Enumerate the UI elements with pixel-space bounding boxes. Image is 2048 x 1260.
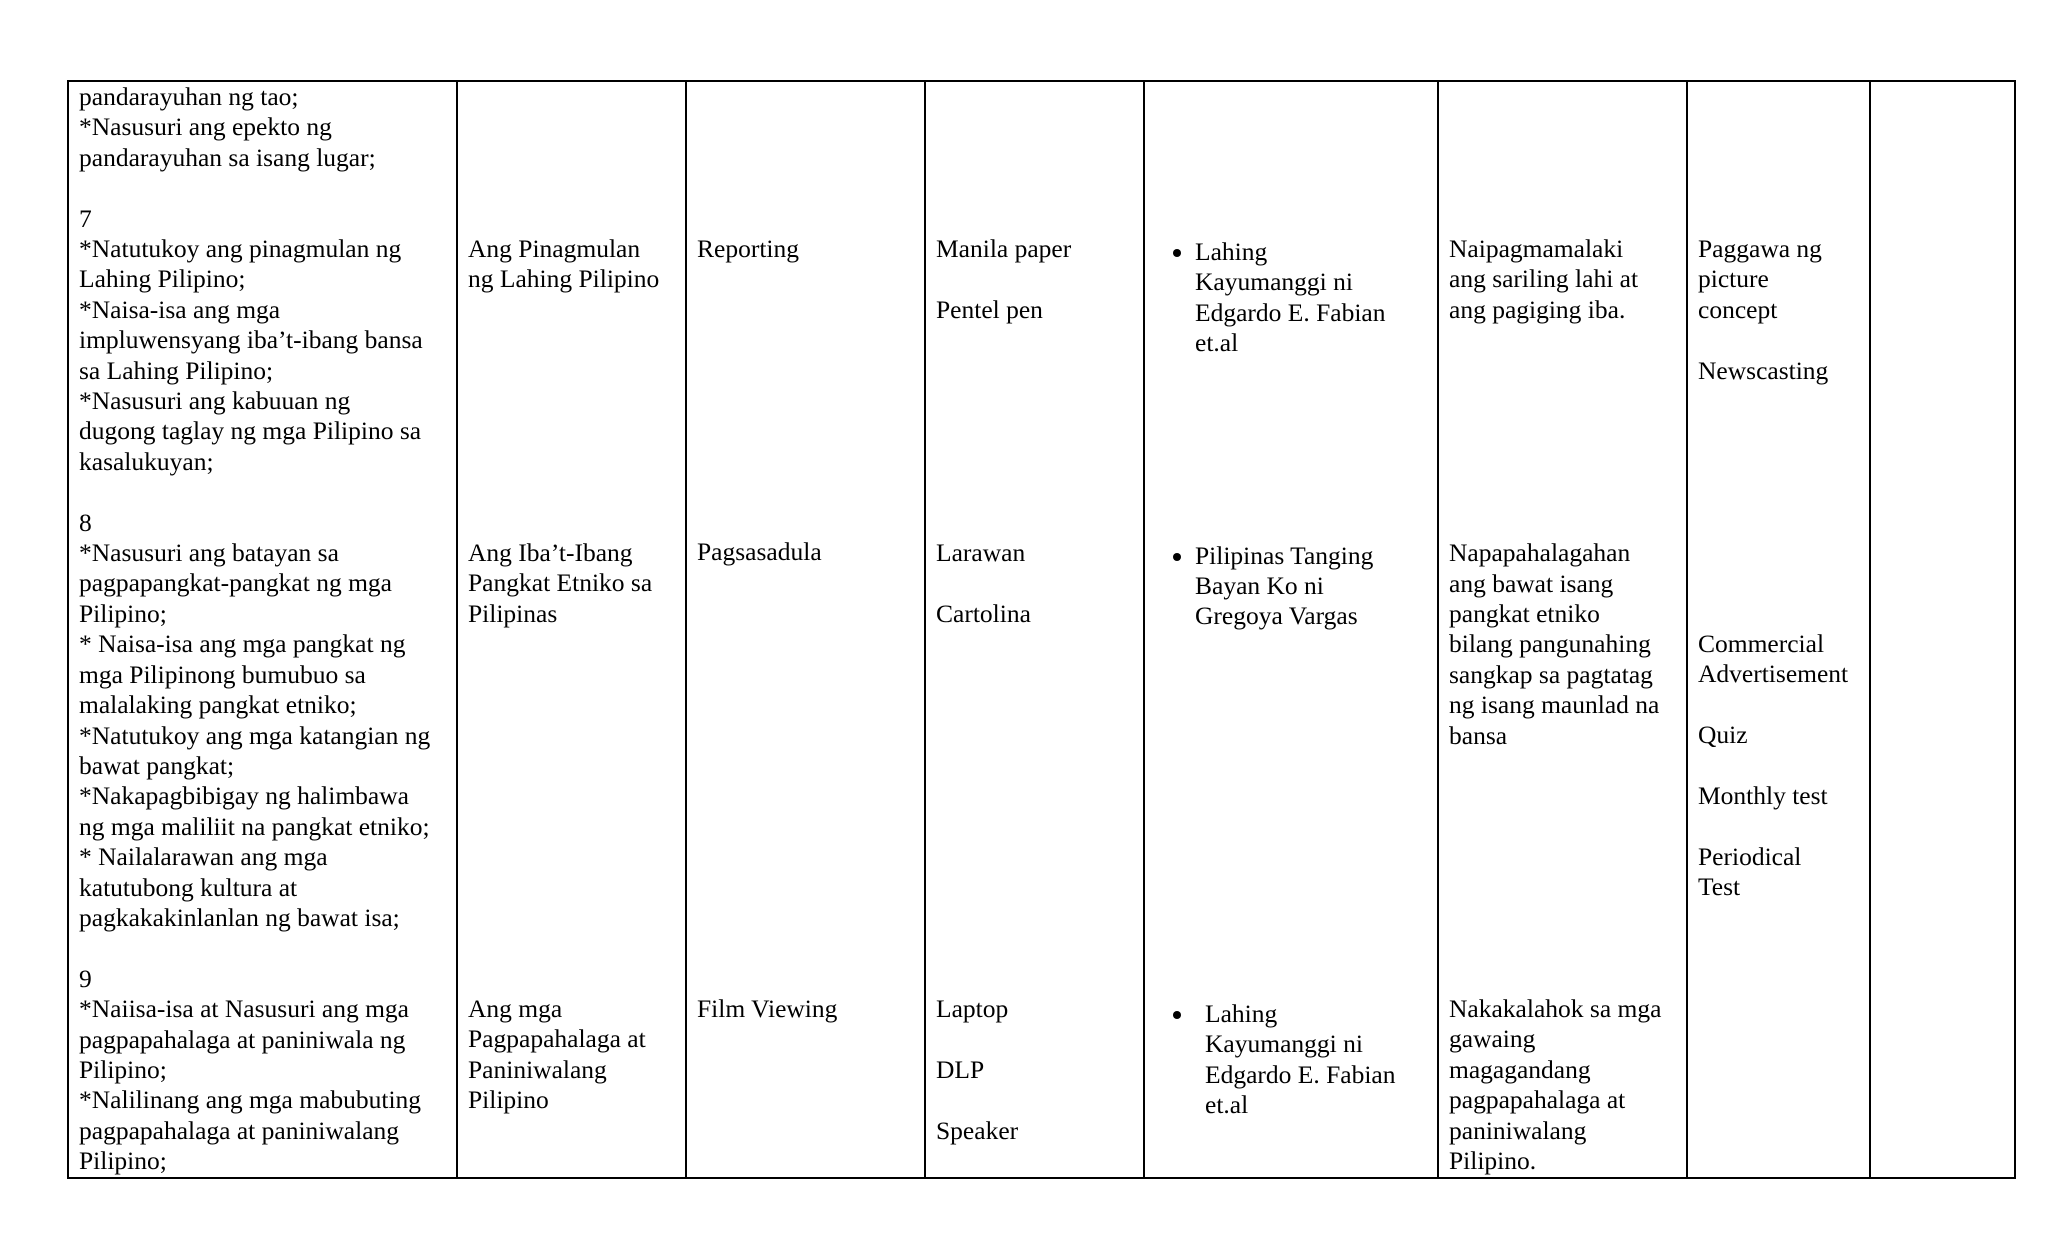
- strategy-7: Reporting: [697, 234, 799, 263]
- objective-line: *Natutukoy ang pinagmulan ng: [79, 234, 402, 264]
- objective-line: *Naiisa-isa at Nasusuri ang mga: [79, 994, 409, 1024]
- lesson-number-9: 9: [79, 963, 92, 993]
- reference-item: [1155, 999, 1427, 1121]
- objective-line: *Nasusuri ang kabuuan ng: [79, 386, 351, 416]
- topic-line: ng Lahing Pilipino: [468, 264, 660, 294]
- value-line: magagandang: [1449, 1054, 1591, 1084]
- value-line: ang pagiging iba.: [1449, 294, 1626, 324]
- value-line: Napapahalagahan: [1449, 538, 1631, 568]
- assessment-line: concept: [1698, 294, 1778, 324]
- reference-item: [1155, 237, 1427, 359]
- objective-line: kasalukuyan;: [79, 446, 214, 476]
- reference-line: Gregoya Vargas: [1195, 601, 1358, 631]
- objective-line: Pilipino;: [79, 1054, 167, 1084]
- objective-line: malalaking pangkat etniko;: [79, 690, 357, 720]
- assessment-line: Periodical: [1698, 841, 1802, 871]
- assessment-line: Newscasting: [1698, 355, 1829, 385]
- objective-line: pandarayuhan sa isang lugar;: [79, 142, 376, 172]
- reference-line: Kayumanggi ni: [1195, 267, 1353, 297]
- objective-line: ng mga maliliit na pangkat etniko;: [79, 811, 430, 841]
- reference-line: Lahing: [1205, 998, 1278, 1028]
- references-cell: [1144, 81, 1438, 1178]
- material-item: DLP: [936, 1055, 985, 1085]
- strategy-9: Film Viewing: [697, 993, 838, 1023]
- objective-line: sa Lahing Pilipino;: [79, 355, 274, 385]
- material-item: Larawan: [936, 538, 1026, 568]
- objective-line: Pilipino;: [79, 1146, 167, 1176]
- material-item: Manila paper: [936, 234, 1072, 263]
- reference-line: et.al: [1205, 1090, 1249, 1120]
- topics-cell: [457, 81, 686, 1178]
- objective-line: *Nakapagbibigay ng halimbawa: [79, 781, 409, 811]
- objectives-cell: [68, 81, 457, 1178]
- objective-line: impluwensyang iba’t-ibang bansa: [79, 325, 423, 355]
- remarks-cell: [1870, 81, 2015, 1178]
- objective-line: mga Pilipinong bumubuo sa: [79, 659, 366, 689]
- reference-line: Bayan Ko ni: [1195, 571, 1324, 601]
- objective-line: *Naisa-isa ang mga: [79, 294, 281, 324]
- assessment-line: Advertisement: [1698, 659, 1849, 689]
- topic-line: Paniniwalang: [468, 1054, 607, 1084]
- reference-line: Edgardo E. Fabian: [1195, 297, 1386, 327]
- assessment-line: Monthly test: [1698, 781, 1828, 811]
- values-cell: [1438, 81, 1687, 1178]
- objective-line: bawat pangkat;: [79, 750, 235, 780]
- value-line: Pilipino.: [1449, 1146, 1537, 1176]
- value-line: Nakakalahok sa mga: [1449, 994, 1662, 1024]
- objective-line: *Nasusuri ang batayan sa: [79, 538, 339, 568]
- value-line: bilang pangunahing: [1449, 629, 1651, 659]
- material-item: Speaker: [936, 1116, 1019, 1145]
- objective-line: pagkakakinlanlan ng bawat isa;: [79, 902, 400, 932]
- value-line: ng isang maunlad na: [1449, 690, 1660, 720]
- topic-line: Ang Iba’t-Ibang: [468, 537, 633, 567]
- objective-line: dugong taglay ng mga Pilipino sa: [79, 416, 422, 446]
- assessment-line: Commercial: [1698, 629, 1825, 659]
- objective-line: pagpapahalaga at paniniwalang: [79, 1115, 400, 1145]
- reference-line: Lahing: [1195, 237, 1268, 266]
- value-line: pangkat etniko: [1449, 599, 1600, 629]
- lesson-number-8: 8: [79, 507, 92, 537]
- assessment-line: Quiz: [1698, 720, 1748, 750]
- objective-line: *Nalilinang ang mga mabubuting: [79, 1085, 422, 1115]
- value-line: paniniwalang: [1449, 1115, 1587, 1145]
- material-item: Cartolina: [936, 599, 1031, 628]
- value-line: bansa: [1449, 720, 1508, 750]
- strategy-8: Pagsasadula: [697, 537, 822, 567]
- topic-line: Pilipinas: [468, 598, 558, 628]
- assessment-cell: [1687, 81, 1870, 1178]
- objective-line: * Nailalarawan ang mga: [79, 842, 328, 872]
- value-line: ang bawat isang: [1449, 568, 1614, 598]
- objective-line: pandarayuhan ng tao;: [79, 82, 299, 111]
- objective-line: *Nasusuri ang epekto ng: [79, 112, 332, 142]
- reference-item: [1155, 541, 1427, 632]
- value-line: ang sariling lahi at: [1449, 264, 1639, 294]
- objective-line: * Naisa-isa ang mga pangkat ng: [79, 629, 406, 659]
- value-line: Naipagmamalaki: [1449, 234, 1624, 263]
- reference-line: Pilipinas Tanging: [1195, 540, 1374, 570]
- reference-line: Edgardo E. Fabian: [1205, 1059, 1396, 1089]
- table-row: [68, 81, 2015, 1178]
- reference-line: et.al: [1195, 328, 1239, 358]
- materials-cell: [925, 81, 1144, 1178]
- material-item: Laptop: [936, 994, 1009, 1024]
- topic-line: Ang Pinagmulan: [468, 234, 641, 263]
- topic-line: Pangkat Etniko sa: [468, 568, 653, 598]
- assessment-line: Paggawa ng: [1698, 234, 1822, 263]
- topic-line: Pagpapahalaga at: [468, 1024, 646, 1054]
- material-item: Pentel pen: [936, 294, 1043, 324]
- objective-line: pagpapangkat-pangkat ng mga: [79, 568, 392, 598]
- topic-line: Pilipino: [468, 1085, 549, 1115]
- assessment-line: Test: [1698, 872, 1741, 902]
- objective-line: pagpapahalaga at paniniwala ng: [79, 1024, 406, 1054]
- objective-line: Pilipino;: [79, 598, 167, 628]
- strategies-cell: [686, 81, 925, 1178]
- reference-line: Kayumanggi ni: [1205, 1029, 1363, 1059]
- value-line: sangkap sa pagtatag: [1449, 659, 1653, 689]
- assessment-line: picture: [1698, 264, 1769, 294]
- value-line: pagpapahalaga at: [1449, 1085, 1626, 1115]
- lesson-plan-table: [67, 80, 2016, 1179]
- objective-line: katutubong kultura at: [79, 872, 298, 902]
- value-line: gawaing: [1449, 1024, 1536, 1054]
- objective-line: Lahing Pilipino;: [79, 264, 246, 294]
- topic-line: Ang mga: [468, 994, 563, 1024]
- lesson-number-7: 7: [79, 203, 92, 233]
- objective-line: *Natutukoy ang mga katangian ng: [79, 720, 431, 750]
